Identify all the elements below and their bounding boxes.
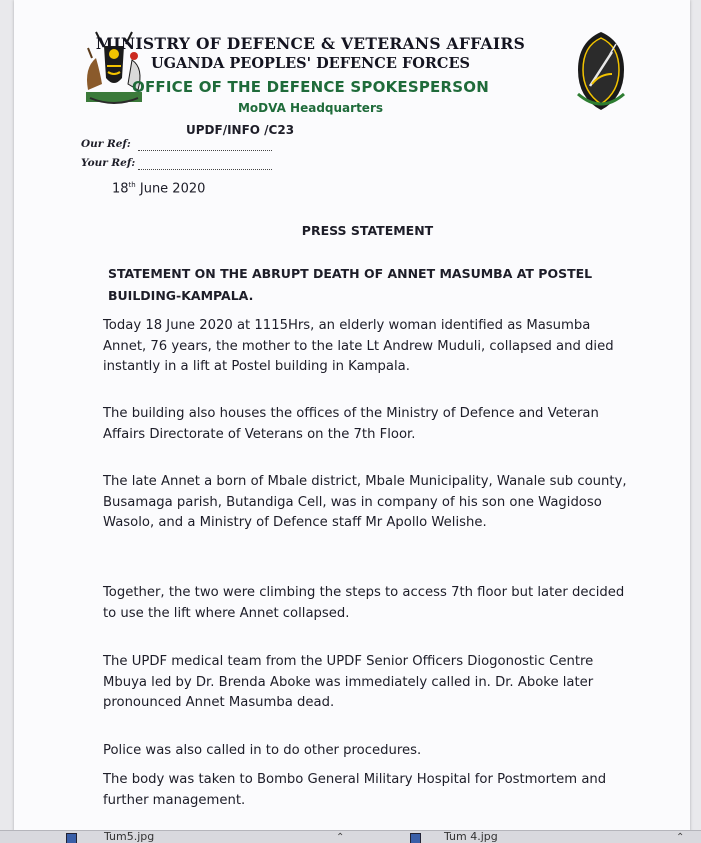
paragraph: Together, the two were climbing the steps to access 7th floor but later decided to use the lift where Annet collapsed. xyxy=(103,585,625,621)
download-bar xyxy=(0,830,701,843)
ministry-heading: MINISTRY OF DEFENCE & VETERANS AFFAIRS xyxy=(95,34,526,53)
download-item-tum5[interactable] xyxy=(60,831,360,843)
press-statement-title: PRESS STATEMENT xyxy=(301,223,434,238)
download-item-tum4[interactable] xyxy=(400,831,690,843)
headquarters-heading: MoDVA Headquarters xyxy=(237,101,384,115)
your-ref-line xyxy=(138,169,272,170)
our-ref-line xyxy=(138,150,272,151)
statement-heading: STATEMENT ON THE ABRUPT DEATH OF ANNET MASUMBA AT POSTEL BUILDING-KAMPALA. xyxy=(108,266,593,303)
office-heading: OFFICE OF THE DEFENCE SPOKESPERSON xyxy=(132,78,489,96)
reference-code: UPDF/INFO /C23 xyxy=(186,123,295,137)
updf-heading: UGANDA PEOPLES' DEFENCE FORCES xyxy=(150,55,470,72)
paragraph: Today 18 June 2020 at 1115Hrs, an elderly woman identified as Masumba Annet, 76 years, the mother to the late Lt Andrew Muduli, collapsed and died instantly in a lift at Postel building in Kampala. xyxy=(103,318,614,374)
paragraph: The body was taken to Bombo General Military Hospital for Postmortem and further management. xyxy=(103,772,607,808)
document-date: 18th June 2020 xyxy=(112,181,206,197)
your-ref-label: Your Ref: xyxy=(81,157,136,169)
download-item-label: Tum5.jpg xyxy=(104,830,155,843)
download-item-label: Tum 4.jpg xyxy=(444,830,498,843)
paragraph: Police was also called in to do other procedures. xyxy=(103,743,422,758)
paragraph: The late Annet a born of Mbale district, Mbale Municipality, Wanale sub county, Busamaga parish, Butandiga Cell, was in company of his son one Wagidoso Wasolo, and a Ministry of Defence staff Mr Apollo Welishe. xyxy=(103,474,627,530)
paragraph: The building also houses the offices of the Ministry of Defence and Veteran Affairs Directorate of Veterans on the 7th Floor. xyxy=(103,406,599,442)
chevron-up-icon[interactable]: ⌃ xyxy=(336,832,345,843)
paragraph: The UPDF medical team from the UPDF Senior Officers Diogonostic Centre Mbuya led by Dr. Brenda Aboke was immediately called in. Dr. Aboke later pronounced Annet Masumba dead. xyxy=(103,654,594,710)
our-ref-label: Our Ref: xyxy=(81,138,131,150)
chevron-up-icon[interactable]: ⌃ xyxy=(676,832,685,843)
